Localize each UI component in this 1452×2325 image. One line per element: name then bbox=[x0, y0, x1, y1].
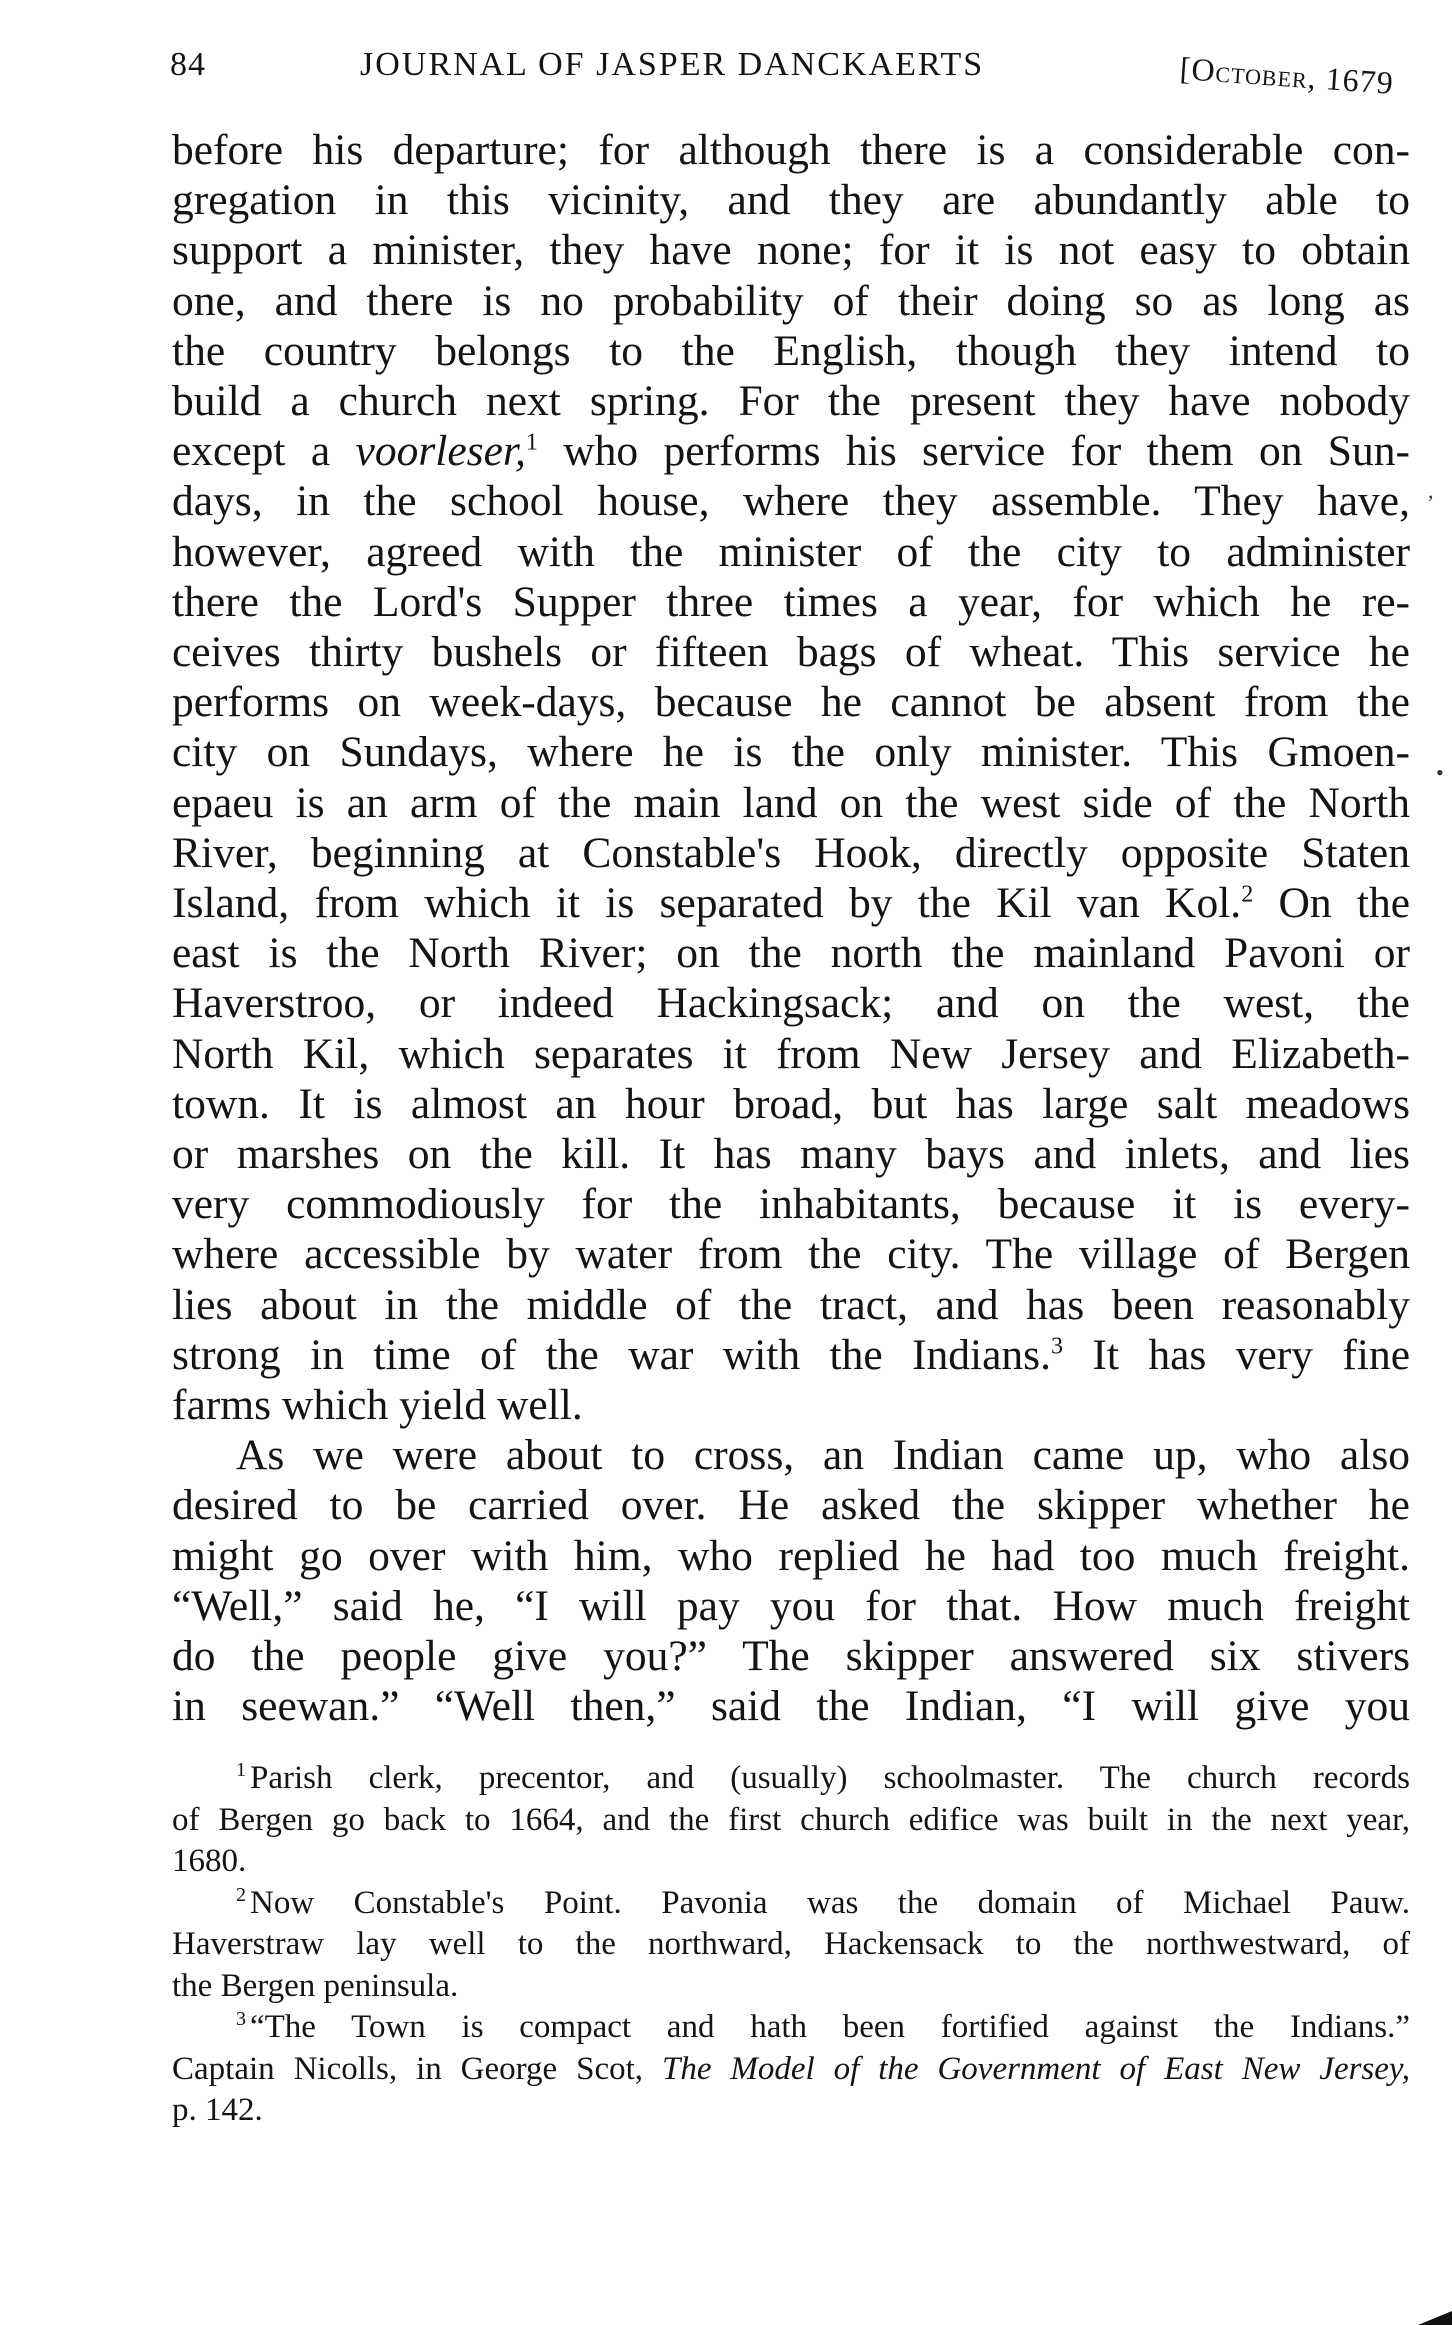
text-line: performs on week-days, because he cannot be absent from the bbox=[172, 678, 1410, 727]
footnote-text: “The Town is compact and hath been fortified against the Indians.” bbox=[250, 2009, 1410, 2045]
footnotes bbox=[172, 1758, 1410, 2132]
footnote-text: Captain Nicolls, in George Scot, bbox=[172, 2050, 662, 2087]
text-line: there the Lord's Supper three times a year, for which he re- bbox=[172, 577, 1410, 626]
footnote-line: the Bergen peninsula. bbox=[172, 1967, 459, 2004]
text-line: epaeu is an arm of the main land on the west side of the North bbox=[172, 778, 1410, 827]
text-line: before his departure; for although there is a considerable con- bbox=[172, 126, 1410, 174]
footnote-line: p. 142. bbox=[172, 2092, 263, 2128]
main-text bbox=[172, 125, 1410, 1732]
voorleser-term: voorleser, bbox=[355, 427, 526, 476]
text-line: where accessible by water from the city. The village of Bergen bbox=[172, 1230, 1410, 1279]
note-ref-2: 2 bbox=[1241, 881, 1254, 908]
text-line: River, beginning at Constable's Hook, directly opposite Staten bbox=[172, 828, 1410, 877]
footnote-mark: 2 bbox=[236, 1883, 246, 1906]
text-line: town. It is almost an hour broad, but has large salt meadows bbox=[172, 1079, 1410, 1128]
text-line: do the people give you?” The skipper answered six stivers bbox=[172, 1632, 1410, 1681]
line-text: It has very fine bbox=[1062, 1330, 1411, 1379]
footnote-text: Parish clerk, precentor, and (usually) schoolmaster. The church records bbox=[250, 1760, 1410, 1796]
text-line: or marshes on the kill. It has many bays and inlets, and lies bbox=[172, 1130, 1410, 1179]
text-line: build a church next spring. For the present they have nobody bbox=[172, 377, 1410, 426]
text-line: east is the North River; on the north the mainland Pavoni or bbox=[172, 929, 1410, 978]
margin-tick-mark: • bbox=[1436, 760, 1444, 785]
margin-tick-mark: , bbox=[1428, 478, 1434, 503]
footnote-3 bbox=[172, 2007, 1410, 2132]
footnote-line bbox=[172, 2049, 1410, 2091]
footnote-line bbox=[172, 2007, 1410, 2049]
footnote-line: 1680. bbox=[172, 1843, 247, 1879]
line-text: strong in time of the war with the Indians. bbox=[172, 1330, 1051, 1379]
line-text: except a bbox=[172, 427, 356, 476]
text-line: farms which yield well. bbox=[172, 1381, 583, 1430]
page-header bbox=[170, 38, 1420, 101]
note-ref-1: 1 bbox=[525, 429, 538, 456]
footnote-mark: 3 bbox=[236, 2008, 246, 2030]
paragraph-2 bbox=[172, 1430, 1410, 1731]
text-line: however, agreed with the minister of the city to administer bbox=[172, 527, 1410, 576]
text-line: one, and there is no probability of their doing so as long as bbox=[172, 276, 1410, 325]
text-line: ceives thirty bushels or fifteen bags of wheat. This service he bbox=[172, 628, 1410, 677]
text-line bbox=[172, 878, 1410, 928]
text-line: Haverstroo, or indeed Hackingsack; and on the west, the bbox=[172, 979, 1410, 1028]
text-line: North Kil, which separates it from New Jersey and Elizabeth- bbox=[172, 1029, 1410, 1078]
text-line: very commodiously for the inhabitants, because it is every- bbox=[172, 1180, 1410, 1229]
book-title: The Model of the Government of East New Jersey, bbox=[661, 2050, 1410, 2087]
text-line: As we were about to cross, an Indian came up, who also bbox=[236, 1431, 1410, 1480]
page-number: 84 bbox=[170, 46, 206, 83]
footnote-line bbox=[172, 1883, 1410, 1925]
text-line: lies about in the middle of the tract, and has been reasonably bbox=[172, 1280, 1410, 1329]
footnote-line: Haverstraw lay well to the northward, Hackensack to the northwestward, of bbox=[172, 1926, 1410, 1962]
footnote-2 bbox=[172, 1883, 1410, 2008]
text-line: the country belongs to the English, though they intend to bbox=[172, 326, 1410, 375]
text-line: in seewan.” “Well then,” said the Indian, “I will give you bbox=[172, 1682, 1410, 1731]
footnote-text: Now Constable's Point. Pavonia was the domain of Michael Pauw. bbox=[250, 1884, 1410, 1921]
text-line: “Well,” said he, “I will pay you for that. How much freight bbox=[172, 1581, 1410, 1630]
text-line: support a minister, they have none; for it is not easy to obtain bbox=[172, 226, 1410, 275]
page-corner-mark bbox=[1418, 2311, 1452, 2325]
text-line: city on Sundays, where he is the only minister. This Gmoen- bbox=[172, 728, 1410, 777]
text-line: desired to be carried over. He asked the skipper whether he bbox=[172, 1481, 1410, 1530]
text-line: gregation in this vicinity, and they are abundantly able to bbox=[172, 176, 1410, 225]
line-text: On the bbox=[1253, 879, 1411, 928]
text-line bbox=[172, 1330, 1410, 1380]
footnote-1 bbox=[172, 1758, 1410, 1883]
running-head: JOURNAL OF JASPER DANCKAERTS bbox=[360, 46, 985, 83]
line-text: who performs his service for them on Sun- bbox=[537, 427, 1410, 476]
line-text: Island, from which it is separated by the Kil van Kol. bbox=[172, 879, 1242, 928]
footnote-line bbox=[172, 1758, 1410, 1800]
date-reference: [October, 1679 bbox=[1178, 50, 1395, 101]
note-ref-3: 3 bbox=[1050, 1333, 1063, 1360]
text-line: might go over with him, who replied he had too much freight. bbox=[172, 1531, 1410, 1580]
text-line bbox=[172, 426, 1410, 476]
footnote-line: of Bergen go back to 1664, and the first church edifice was built in the next year, bbox=[172, 1801, 1410, 1838]
text-line: days, in the school house, where they assemble. They have, bbox=[172, 477, 1410, 526]
paragraph-1 bbox=[172, 125, 1410, 1430]
footnote-mark: 1 bbox=[236, 1759, 246, 1781]
